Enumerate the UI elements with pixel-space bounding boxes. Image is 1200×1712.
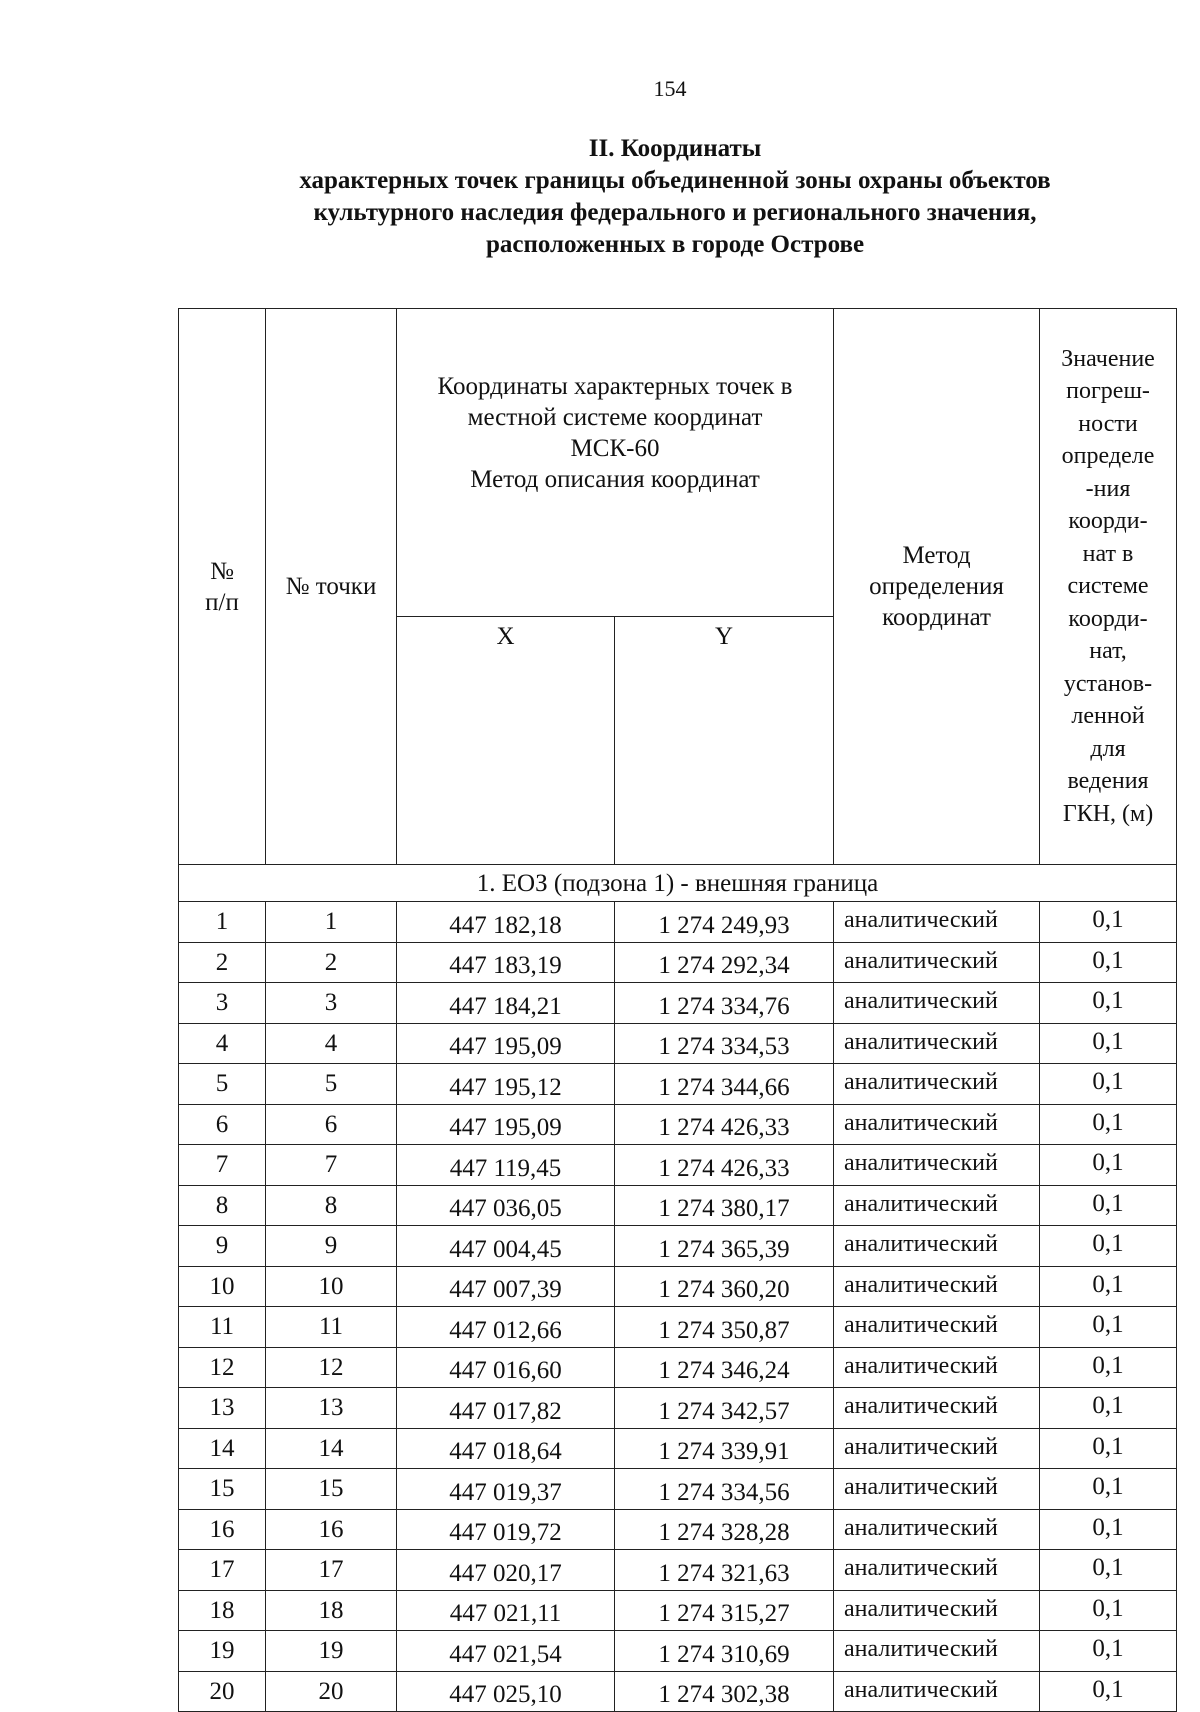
header-error-line: ведения (1067, 768, 1149, 795)
row-number-cell: 12 (179, 1347, 266, 1388)
row-number-cell: 19 (179, 1631, 266, 1672)
error-value-cell: 0,1 (1040, 1307, 1177, 1348)
method-cell: аналитический (834, 1631, 1040, 1672)
table-body (179, 902, 1177, 1712)
header-error-line: ленной (1071, 703, 1145, 730)
point-number-cell: 18 (266, 1590, 397, 1631)
row-number-cell: 8 (179, 1185, 266, 1226)
y-coordinate-cell: 1 274 334,56 (615, 1469, 834, 1510)
x-coordinate-cell: 447 020,17 (397, 1550, 615, 1591)
method-cell: аналитический (834, 1428, 1040, 1469)
y-coordinate-cell: 1 274 339,91 (615, 1428, 834, 1469)
header-row-number (179, 309, 266, 865)
error-value-cell: 0,1 (1040, 1590, 1177, 1631)
y-coordinate-cell: 1 274 328,28 (615, 1509, 834, 1550)
point-number-cell: 5 (266, 1064, 397, 1105)
point-number-cell: 7 (266, 1145, 397, 1186)
header-point-number: № точки (266, 309, 397, 865)
y-coordinate-cell: 1 274 350,87 (615, 1307, 834, 1348)
x-coordinate-cell: 447 016,60 (397, 1347, 615, 1388)
error-value-cell: 0,1 (1040, 1388, 1177, 1429)
error-value-cell: 0,1 (1040, 1145, 1177, 1186)
row-number-cell: 20 (179, 1671, 266, 1712)
header-np-line-2: п/п (205, 588, 239, 616)
method-cell: аналитический (834, 1307, 1040, 1348)
header-error-line: погреш- (1066, 378, 1150, 405)
header-method-line-2: определения (869, 573, 1004, 600)
title-line-1: II. Координаты (588, 135, 762, 162)
header-error-lines (1040, 343, 1176, 831)
y-coordinate-cell: 1 274 342,57 (615, 1388, 834, 1429)
method-cell: аналитический (834, 1550, 1040, 1591)
row-number-cell: 11 (179, 1307, 266, 1348)
table-row (179, 1145, 1177, 1186)
header-error-line: коорди- (1068, 605, 1148, 632)
coordinates-table (178, 308, 1177, 1712)
error-value-cell: 0,1 (1040, 1347, 1177, 1388)
x-coordinate-cell: 447 025,10 (397, 1671, 615, 1712)
section-row (179, 865, 1177, 902)
y-coordinate-cell: 1 274 344,66 (615, 1064, 834, 1105)
method-cell: аналитический (834, 1469, 1040, 1510)
error-value-cell: 0,1 (1040, 902, 1177, 943)
page-number: 154 (653, 76, 687, 101)
table-row (179, 1347, 1177, 1388)
row-number-cell: 13 (179, 1388, 266, 1429)
header-error-line: -ния (1085, 475, 1131, 502)
x-coordinate-cell: 447 021,54 (397, 1631, 615, 1672)
header-error-line: системе (1067, 573, 1149, 600)
x-coordinate-cell: 447 182,18 (397, 902, 615, 943)
header-error-line: установ- (1063, 670, 1153, 697)
method-cell: аналитический (834, 1388, 1040, 1429)
y-coordinate-cell: 1 274 315,27 (615, 1590, 834, 1631)
method-cell: аналитический (834, 1347, 1040, 1388)
error-value-cell: 0,1 (1040, 1428, 1177, 1469)
header-method-line-1: Метод (902, 542, 971, 569)
header-coords-line-4: Метод описания координат (470, 466, 760, 493)
point-number-cell: 17 (266, 1550, 397, 1591)
header-error-value (1040, 309, 1177, 865)
y-coordinate-cell: 1 274 380,17 (615, 1185, 834, 1226)
point-number-cell: 15 (266, 1469, 397, 1510)
row-number-cell: 18 (179, 1590, 266, 1631)
point-number-cell: 19 (266, 1631, 397, 1672)
point-number-cell: 10 (266, 1266, 397, 1307)
y-coordinate-cell: 1 274 310,69 (615, 1631, 834, 1672)
table-row (179, 1671, 1177, 1712)
method-cell: аналитический (834, 1590, 1040, 1631)
error-value-cell: 0,1 (1040, 1064, 1177, 1105)
row-number-cell: 1 (179, 902, 266, 943)
y-coordinate-cell: 1 274 334,76 (615, 983, 834, 1024)
row-number-cell: 17 (179, 1550, 266, 1591)
point-number-cell: 16 (266, 1509, 397, 1550)
error-value-cell: 0,1 (1040, 1185, 1177, 1226)
error-value-cell: 0,1 (1040, 1104, 1177, 1145)
table-row (179, 1631, 1177, 1672)
header-error-line: нат в (1082, 540, 1134, 567)
error-value-cell: 0,1 (1040, 942, 1177, 983)
x-coordinate-cell: 447 004,45 (397, 1226, 615, 1267)
table-row (179, 1509, 1177, 1550)
header-coords-line-1: Координаты характерных точек в (437, 373, 793, 400)
row-number-cell: 5 (179, 1064, 266, 1105)
point-number-cell: 20 (266, 1671, 397, 1712)
method-cell: аналитический (834, 1023, 1040, 1064)
point-number-cell: 13 (266, 1388, 397, 1429)
header-x: X (397, 617, 615, 865)
point-number-cell: 8 (266, 1185, 397, 1226)
method-cell: аналитический (834, 1185, 1040, 1226)
error-value-cell: 0,1 (1040, 983, 1177, 1024)
row-number-cell: 15 (179, 1469, 266, 1510)
header-error-line: определе (1061, 443, 1155, 470)
table-row (179, 1307, 1177, 1348)
y-coordinate-cell: 1 274 334,53 (615, 1023, 834, 1064)
x-coordinate-cell: 447 019,37 (397, 1469, 615, 1510)
header-error-line: Значение (1061, 345, 1155, 372)
row-number-cell: 16 (179, 1509, 266, 1550)
title-line-2: характерных точек границы объединенной зоны охраны объектов (299, 167, 1051, 194)
row-number-cell: 7 (179, 1145, 266, 1186)
error-value-cell: 0,1 (1040, 1023, 1177, 1064)
x-coordinate-cell: 447 036,05 (397, 1185, 615, 1226)
error-value-cell: 0,1 (1040, 1550, 1177, 1591)
table-row (179, 1388, 1177, 1429)
row-number-cell: 3 (179, 983, 266, 1024)
y-coordinate-cell: 1 274 346,24 (615, 1347, 834, 1388)
row-number-cell: 9 (179, 1226, 266, 1267)
table-row (179, 1104, 1177, 1145)
point-number-cell: 4 (266, 1023, 397, 1064)
table-row (179, 902, 1177, 943)
x-coordinate-cell: 447 017,82 (397, 1388, 615, 1429)
method-cell: аналитический (834, 1509, 1040, 1550)
header-error-line: коорди- (1068, 508, 1148, 535)
x-coordinate-cell: 447 195,09 (397, 1104, 615, 1145)
table-row (179, 1590, 1177, 1631)
row-number-cell: 10 (179, 1266, 266, 1307)
point-number-cell: 9 (266, 1226, 397, 1267)
row-number-cell: 2 (179, 942, 266, 983)
header-coordinates (397, 309, 834, 617)
error-value-cell: 0,1 (1040, 1631, 1177, 1672)
x-coordinate-cell: 447 183,19 (397, 942, 615, 983)
method-cell: аналитический (834, 902, 1040, 943)
table-row (179, 1550, 1177, 1591)
y-coordinate-cell: 1 274 426,33 (615, 1145, 834, 1186)
y-coordinate-cell: 1 274 365,39 (615, 1226, 834, 1267)
row-number-cell: 14 (179, 1428, 266, 1469)
method-cell: аналитический (834, 1266, 1040, 1307)
header-coords-line-3: МСК-60 (570, 435, 660, 462)
x-coordinate-cell: 447 007,39 (397, 1266, 615, 1307)
point-number-cell: 6 (266, 1104, 397, 1145)
header-error-line: для (1090, 735, 1126, 762)
method-cell: аналитический (834, 1145, 1040, 1186)
x-coordinate-cell: 447 012,66 (397, 1307, 615, 1348)
table-row (179, 983, 1177, 1024)
point-number-cell: 1 (266, 902, 397, 943)
y-coordinate-cell: 1 274 249,93 (615, 902, 834, 943)
y-coordinate-cell: 1 274 292,34 (615, 942, 834, 983)
x-coordinate-cell: 447 119,45 (397, 1145, 615, 1186)
table-row (179, 1428, 1177, 1469)
header-row-top (179, 309, 1177, 617)
method-cell: аналитический (834, 1104, 1040, 1145)
header-method-line-3: координат (882, 604, 991, 631)
y-coordinate-cell: 1 274 360,20 (615, 1266, 834, 1307)
y-coordinate-cell: 1 274 302,38 (615, 1671, 834, 1712)
header-np-line-1: № (210, 557, 234, 585)
method-cell: аналитический (834, 942, 1040, 983)
header-coords-line-2: местной системе координат (467, 404, 763, 431)
title-line-3: культурного наследия федерального и регионального значения, (313, 199, 1037, 226)
title-line-4: расположенных в городе Острове (485, 231, 865, 258)
method-cell: аналитический (834, 1064, 1040, 1105)
table-row (179, 1266, 1177, 1307)
method-cell: аналитический (834, 983, 1040, 1024)
x-coordinate-cell: 447 021,11 (397, 1590, 615, 1631)
header-error-line: ГКН, (м) (1062, 800, 1154, 827)
header-error-line: ности (1078, 410, 1138, 437)
point-number-cell: 3 (266, 983, 397, 1024)
table-row (179, 1064, 1177, 1105)
section-title: 1. ЕОЗ (подзона 1) - внешняя граница (179, 865, 1177, 902)
row-number-cell: 4 (179, 1023, 266, 1064)
point-number-cell: 14 (266, 1428, 397, 1469)
header-method (834, 309, 1040, 865)
point-number-cell: 12 (266, 1347, 397, 1388)
error-value-cell: 0,1 (1040, 1671, 1177, 1712)
header-y: Y (615, 617, 834, 865)
x-coordinate-cell: 447 184,21 (397, 983, 615, 1024)
y-coordinate-cell: 1 274 426,33 (615, 1104, 834, 1145)
document-title (200, 133, 1150, 261)
table-row (179, 942, 1177, 983)
table-row (179, 1185, 1177, 1226)
y-coordinate-cell: 1 274 321,63 (615, 1550, 834, 1591)
row-number-cell: 6 (179, 1104, 266, 1145)
point-number-cell: 11 (266, 1307, 397, 1348)
x-coordinate-cell: 447 195,12 (397, 1064, 615, 1105)
method-cell: аналитический (834, 1226, 1040, 1267)
point-number-cell: 2 (266, 942, 397, 983)
error-value-cell: 0,1 (1040, 1226, 1177, 1267)
table-row (179, 1469, 1177, 1510)
header-error-line: нат, (1089, 638, 1127, 665)
method-cell: аналитический (834, 1671, 1040, 1712)
table-row (179, 1023, 1177, 1064)
error-value-cell: 0,1 (1040, 1469, 1177, 1510)
x-coordinate-cell: 447 019,72 (397, 1509, 615, 1550)
table-row (179, 1226, 1177, 1267)
error-value-cell: 0,1 (1040, 1509, 1177, 1550)
x-coordinate-cell: 447 018,64 (397, 1428, 615, 1469)
error-value-cell: 0,1 (1040, 1266, 1177, 1307)
x-coordinate-cell: 447 195,09 (397, 1023, 615, 1064)
